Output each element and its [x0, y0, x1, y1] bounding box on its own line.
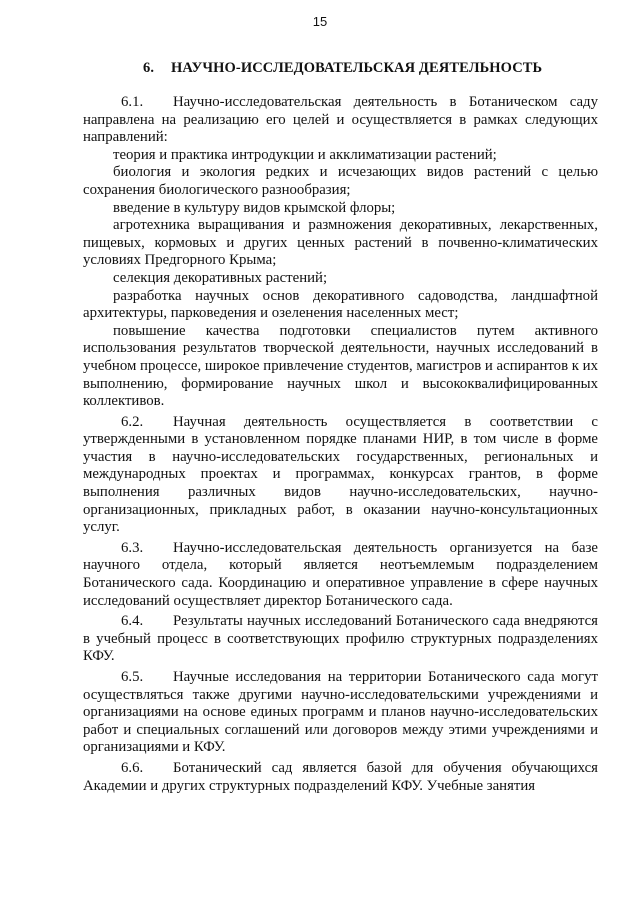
- paragraph-6-3: [83, 540, 598, 610]
- paragraph-text: Результаты научных исследований Ботанического сада внедряются в учебный процесс в соответствующих профилю структурных подразделениях КФУ.: [83, 613, 598, 665]
- paragraph-text: Научная деятельность осуществляется в соответствии с утвержденными в установленном порядке планами НИР, в том числе в форме участия в научно-исследовательских государственных, региональных и международных проектах и программах, конкурсах грантов, в форме выполнения различных видов научно-исследовательских, научно-организационных, прикладных работ, в оказании научно-консультационных услуг.: [83, 413, 598, 536]
- paragraph-number: 6.3.: [121, 539, 144, 556]
- list-item: биология и экология редких и исчезающих видов растений с целью сохранения биологического разнообразия;: [83, 164, 598, 198]
- list-item: теория и практика интродукции и акклиматизации растений;: [113, 146, 497, 163]
- list-item: введение в культуру видов крымской флоры;: [113, 199, 396, 216]
- section-number: 6.: [143, 60, 155, 76]
- paragraph-text: Научные исследования на территории Ботанического сада могут осуществляться также другими научно-исследовательскими учреждениями и организациями на основе единых программ и планов научно-исследовательских работ и специальных соглашений или договоров между этими учреждениями и организациями и КФУ.: [83, 669, 598, 756]
- section-heading: [143, 60, 542, 77]
- list-item: селекция декоративных растений;: [113, 269, 328, 286]
- paragraph-6-2: [83, 414, 598, 537]
- section-title: НАУЧНО-ИССЛЕДОВАТЕЛЬСКАЯ ДЕЯТЕЛЬНОСТЬ: [171, 60, 543, 76]
- list-item: разработка научных основ декоративного садоводства, ландшафтной архитектуры, парковедения и озеленения населенных мест;: [83, 287, 598, 322]
- paragraph-text: Научно-исследовательская деятельность организуется на базе научного отдела, который является неотъемлемым подразделением Ботанического сада. Координацию и оперативное управление в сфере научных исследований осуществляет директор Ботанического сада.: [83, 539, 598, 609]
- paragraph-number: 6.5.: [121, 669, 144, 685]
- paragraph-number: 6.1.: [121, 94, 144, 110]
- paragraph-6-6: [83, 760, 598, 795]
- paragraph-text: Ботанический сад является базой для обучения обучающихся Академии и других структурных подразделений КФУ. Учебные занятия: [83, 759, 598, 794]
- document-body: [83, 94, 598, 795]
- paragraph-number: 6.6.: [121, 759, 144, 776]
- paragraph-6-4: [83, 613, 598, 666]
- paragraph-number: 6.2.: [121, 413, 144, 430]
- list-item: повышение качества подготовки специалистов путем активного использования результатов творческой деятельности, научных исследований в учебном процессе, широкое привлечение студентов, магистров и аспирантов к их выполнению, формирование научных школ и высококвалифицированных коллективов.: [83, 322, 598, 410]
- paragraph-number: 6.4.: [121, 613, 144, 630]
- paragraph-6-1: [83, 94, 598, 147]
- paragraph-6-5: [83, 669, 598, 757]
- page-number: 15: [312, 14, 328, 29]
- paragraph-text: Научно-исследовательская деятельность в Ботаническом саду направлена на реализацию его целей и осуществляется в рамках следующих направлений:: [83, 94, 598, 146]
- list-item: агротехника выращивания и размножения декоративных, лекарственных, пищевых, кормовых и других ценных растений в почвенно-климатических условиях Предгорного Крыма;: [83, 217, 598, 269]
